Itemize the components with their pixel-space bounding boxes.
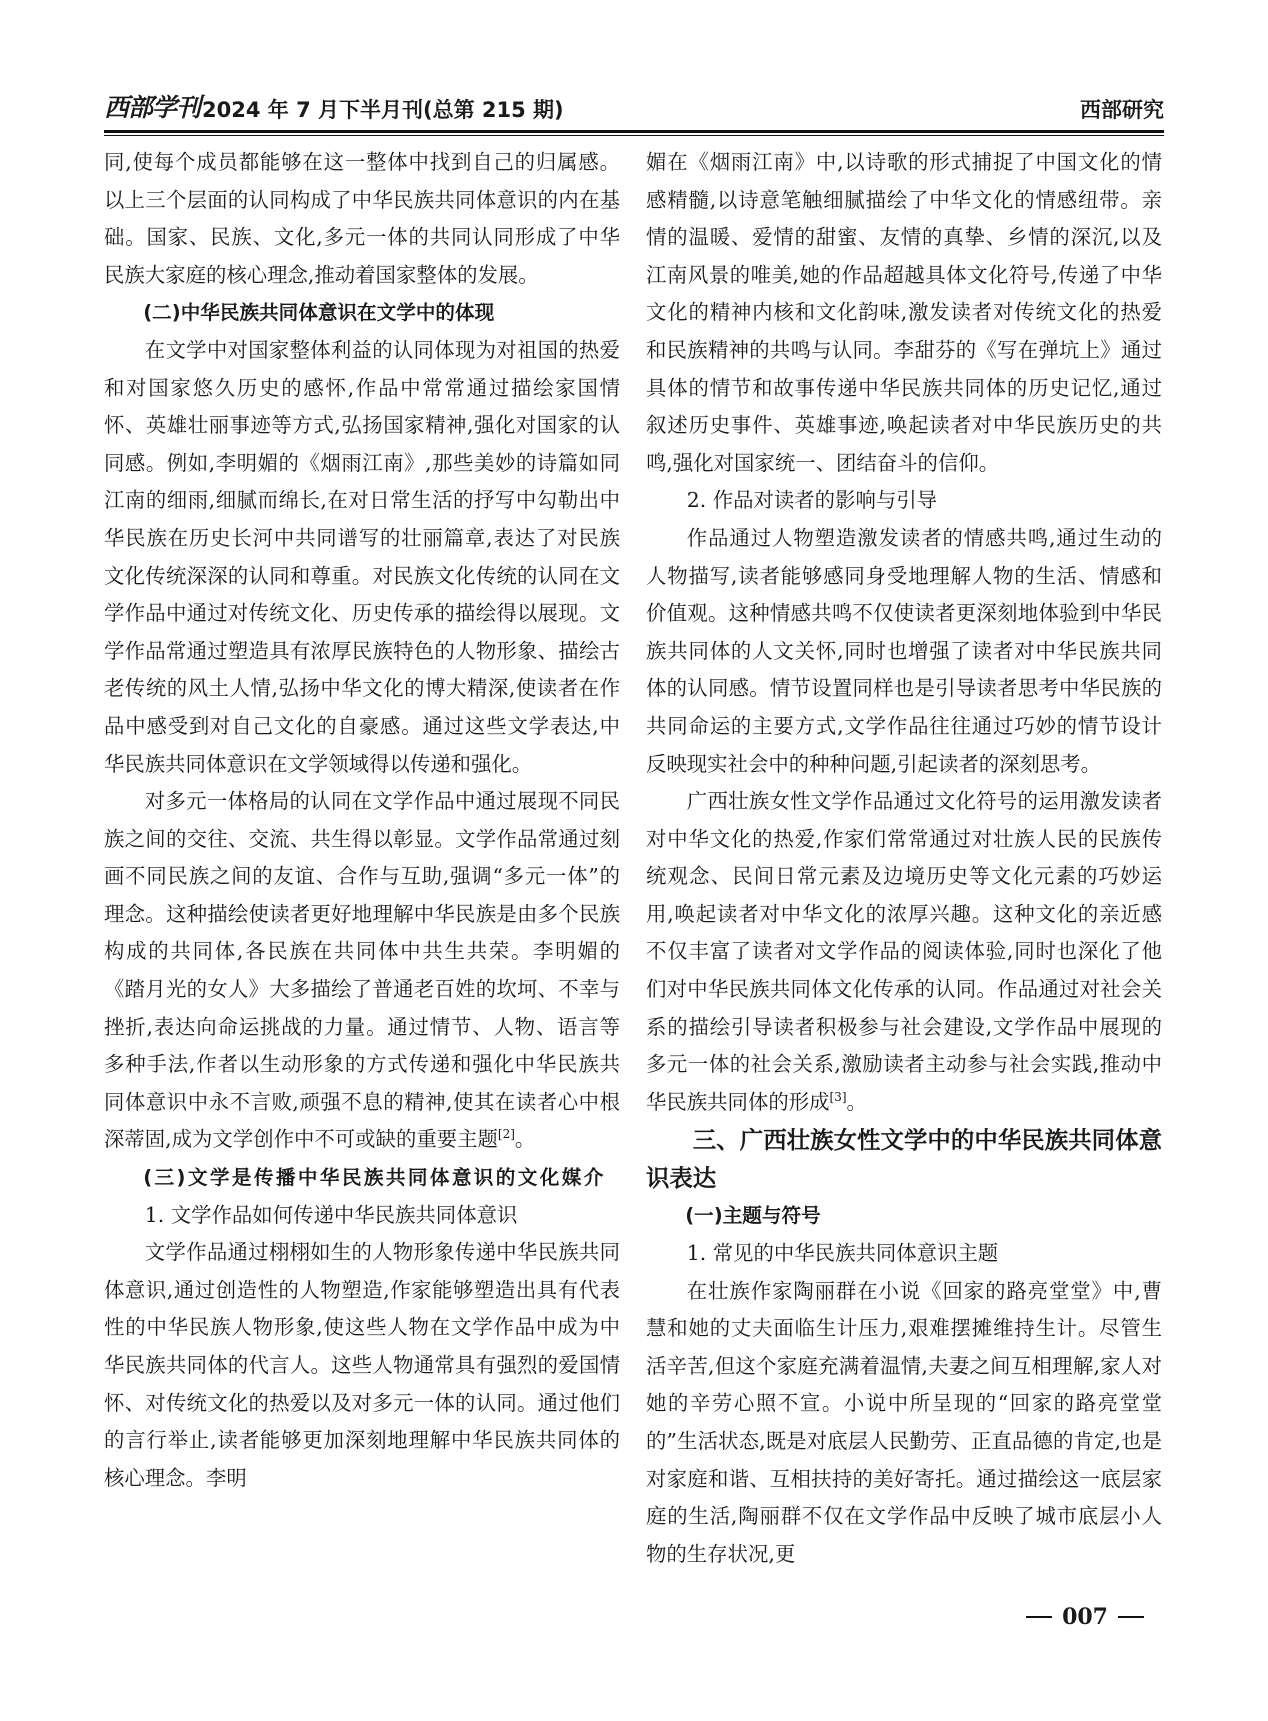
section-name: 西部研究: [1080, 98, 1164, 122]
page-header: [104, 88, 1164, 124]
paragraph: [646, 783, 1162, 1121]
paragraph: [104, 783, 620, 1159]
numbered-heading: 1. 常见的中华民族共同体意识主题: [686, 1241, 999, 1266]
left-column: [104, 144, 620, 1497]
subsection-heading: (一)主题与符号: [685, 1204, 821, 1228]
paragraph: 媚在《烟雨江南》中,以诗歌的形式捕捉了中国文化的情感精髓,以诗意笔触细腻描绘了中华文化的情感纽带。亲情的温暖、爱情的甜蜜、友情的真挚、乡情的深沉,以及江南风景的唯美,她的作品超越具体文化符号,传递了中华文化的精神内核和文化韵味,激发读者对传统文化的热爱和民族精神的共鸣与认同。李甜芬的《写在弹坑上》通过具体的情节和故事传递中华民族共同体的历史记忆,通过叙述历史事件、英雄事迹,唤起读者对中华民族历史的共鸣,强化对国家统一、团结奋斗的信仰。: [646, 150, 1162, 475]
paragraph: 作品通过人物塑造激发读者的情感共鸣,通过生动的人物描写,读者能够感同身受地理解人物的生活、情感和价值观。这种情感共鸣不仅使读者更深刻地体验到中华民族共同体的人文关怀,同时也增强了读者对中华民族共同体的认同感。情节设置同样也是引导读者思考中华民族的共同命运的主要方式,文学作品往往通过巧妙的情节设计反映现实社会中的种种问题,引起读者的深刻思考。: [646, 525, 1162, 776]
subsection-heading: (二)中华民族共同体意识在文学中的体现: [143, 301, 495, 325]
dash-right: [1118, 1616, 1144, 1618]
paragraph: 在文学中对国家整体利益的认同体现为对祖国的热爱和对国家悠久历史的感怀,作品中常常通过描绘家国情怀、英雄壮丽事迹等方式,弘扬国家精神,强化对国家的认同感。例如,李明媚的《烟雨江南》,那些美妙的诗篇如同江南的细雨,细腻而绵长,在对日常生活的抒写中勾勒出中华民族在历史长河中共同谱写的壮丽篇章,表达了对民族文化传统深深的认同和尊重。对民族文化传统的认同在文学作品中通过对传统文化、历史传承的描绘得以展现。文学作品常通过塑造具有浓厚民族特色的人物形象、描绘古老传统的风土人情,弘扬中华文化的博大精深,使读者在作品中感受到对自己文化的自豪感。通过这些文学表达,中华民族共同体意识在文学领域得以传递和强化。: [104, 337, 620, 776]
numbered-heading: 1. 文学作品如何传递中华民族共同体意识: [144, 1202, 518, 1227]
section-heading: 三、广西壮族女性文学中的中华民族共同体意识表达: [646, 1126, 1162, 1193]
paragraph-text: 对多元一体格局的认同在文学作品中通过展现不同民族之间的交往、交流、共生得以彰显。文学作品常通过刻画不同民族之间的友谊、合作与互助,强调“多元一体”的理念。这种描绘使读者更好地理解中华民族是由多个民族构成的共同体,各民族在共同体中共生共荣。李明媚的《踏月光的女人》大多描绘了普通老百姓的坎坷、不幸与挫折,表达向命运挑战的力量。通过情节、人物、语言等多种手法,作者以生动形象的方式传递和强化中华民族共同体意识中永不言败,顽强不息的精神,使其在读者心中根深蒂固,成为文学创作中不可或缺的重要主题: [104, 789, 620, 1152]
citation-ref: [2]: [497, 1127, 515, 1142]
page-number-text: 007: [1062, 1604, 1108, 1630]
issue-info: 2024 年 7 月下半月刊(总第 215 期): [202, 98, 564, 122]
citation-ref: [3]: [829, 1089, 847, 1104]
paragraph-text: 广西壮族女性文学作品通过文化符号的运用激发读者对中华文化的热爱,作家们常常通过对壮族人民的民族传统观念、民间日常元素及边境历史等文化元素的巧妙运用,唤起读者对中华文化的浓厚兴趣。这种文化的亲近感不仅丰富了读者对文学作品的阅读体验,同时也深化了他们对中华民族共同体文化传承的认同。作品通过对社会关系的描绘引导读者积极参与社会建设,文学作品中展现的多元一体的社会关系,激励读者主动参与社会实践,推动中华民族共同体的形成: [646, 789, 1162, 1114]
header-left: [104, 88, 564, 124]
right-column: [646, 144, 1162, 1573]
paragraph: 同,使每个成员都能够在这一整体中找到自己的归属感。以上三个层面的认同构成了中华民族共同体意识的内在基础。国家、民族、文化,多元一体的共同认同形成了中华民族大家庭的核心理念,推动着国家整体的发展。: [104, 150, 620, 287]
paragraph-end: 。: [514, 1127, 536, 1152]
subsection-heading: (三)文学是传播中华民族共同体意识的文化媒介: [143, 1166, 606, 1190]
header-rule: [104, 130, 1164, 136]
numbered-heading: 2. 作品对读者的影响与引导: [686, 488, 938, 513]
paragraph: 文学作品通过栩栩如生的人物形象传递中华民族共同体意识,通过创造性的人物塑造,作家能够塑造出具有代表性的中华民族人物形象,使这些人物在文学作品中成为中华民族共同体的代言人。这些人物通常具有强烈的爱国情怀、对传统文化的热爱以及对多元一体的认同。通过他们的言行举止,读者能够更加深刻地理解中华民族共同体的核心理念。李明: [104, 1240, 620, 1490]
paragraph: 在壮族作家陶丽群在小说《回家的路亮堂堂》中,曹慧和她的丈夫面临生计压力,艰难摆摊维持生计。尽管生活辛苦,但这个家庭充满着温情,夫妻之间互相理解,家人对她的辛劳心照不宣。小说中所呈现的“回家的路亮堂堂的”生活状态,既是对底层人民勤劳、正直品德的肯定,也是对家庭和谐、互相扶持的美好寄托。通过描绘这一底层家庭的生活,陶丽群不仅在文学作品中反映了城市底层小人物的生存状况,更: [646, 1278, 1162, 1566]
page-number: [1016, 1604, 1154, 1630]
paragraph-end: 。: [846, 1089, 867, 1114]
journal-logo: 西部学刊: [104, 93, 201, 122]
dash-left: [1026, 1616, 1052, 1618]
